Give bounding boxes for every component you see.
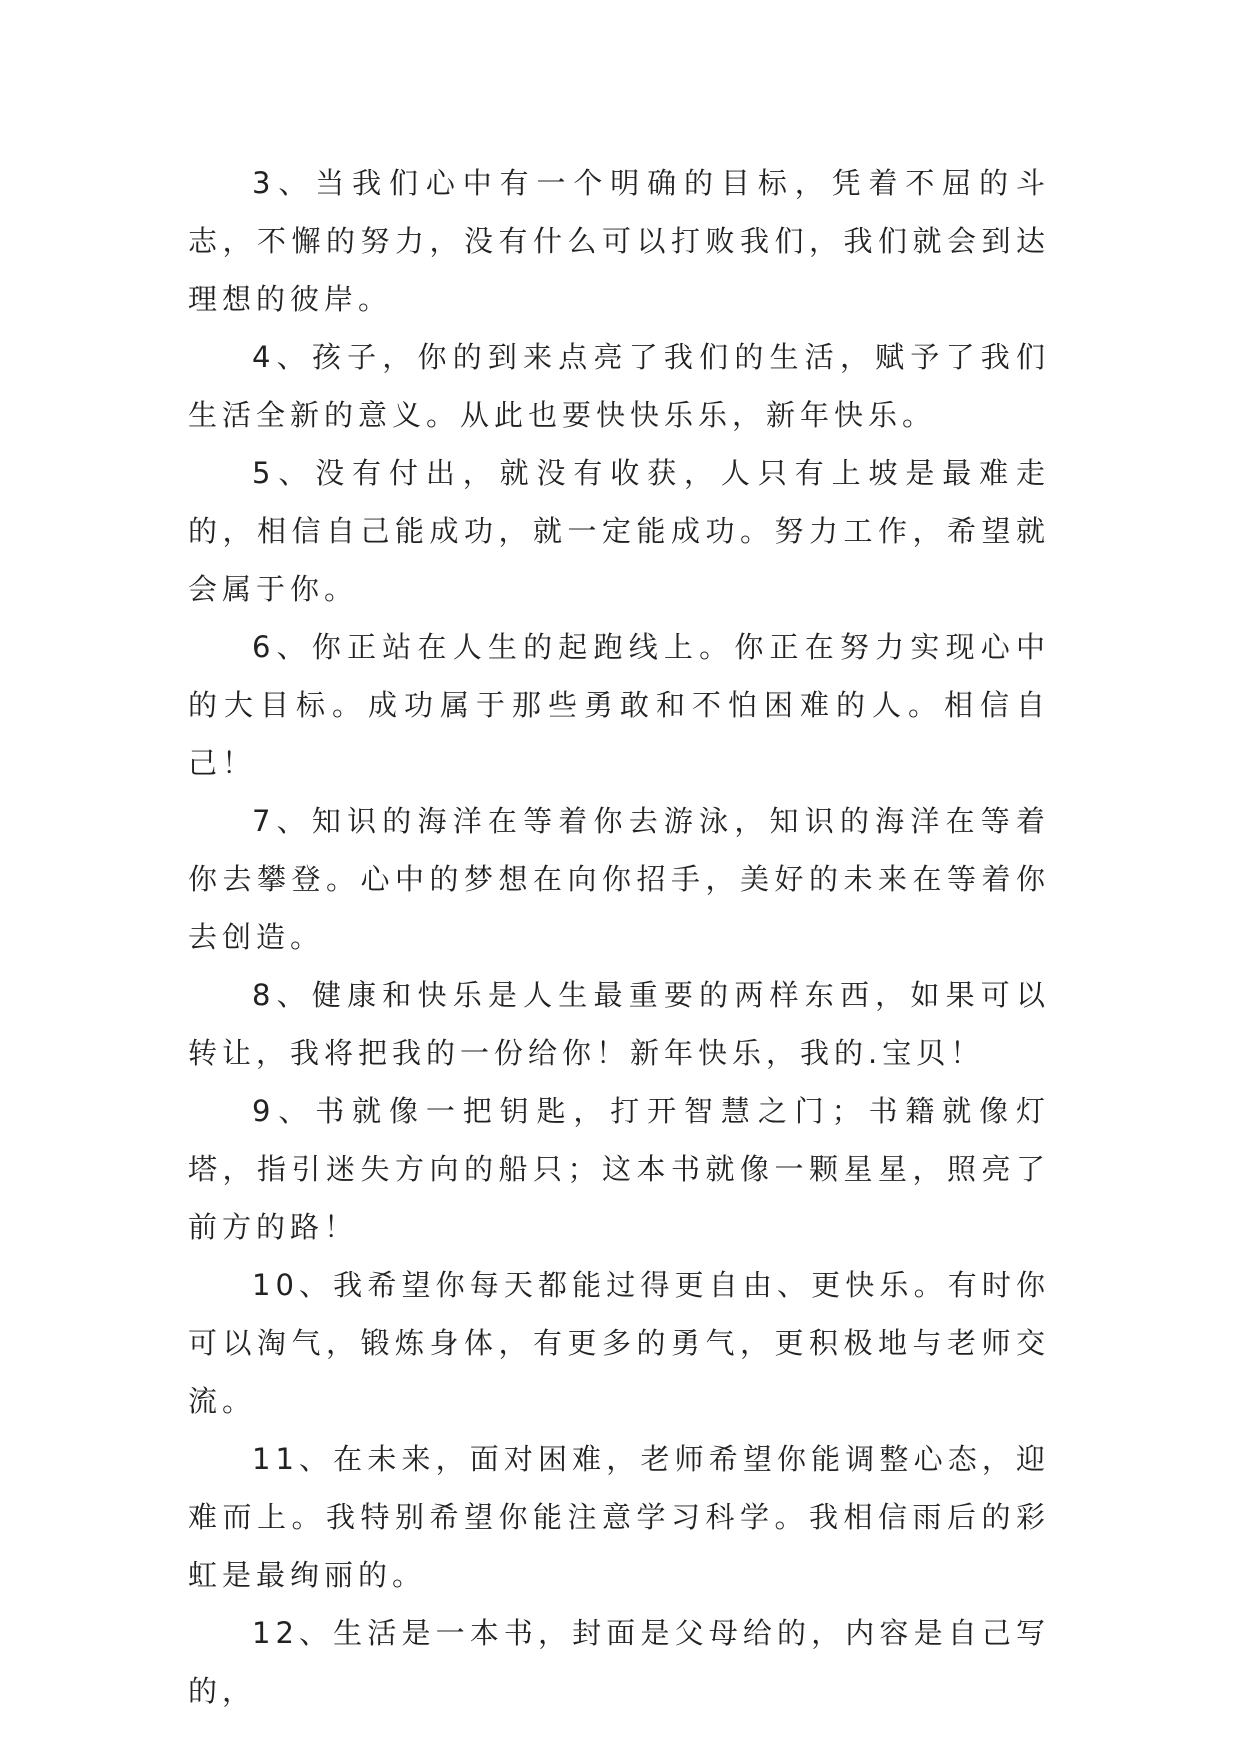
paragraph-10: 10、我希望你每天都能过得更自由、更快乐。有时你可以淘气，锻炼身体，有更多的勇气，更积极地与老师交流。	[188, 1268, 1050, 1418]
paragraph-7: 7、知识的海洋在等着你去游泳，知识的海洋在等着你去攀登。心中的梦想在向你招手，美好的未来在等着你去创造。	[188, 804, 1050, 954]
paragraph-3: 3、当我们心中有一个明确的目标，凭着不屈的斗志，不懈的努力，没有什么可以打败我们，我们就会到达理想的彼岸。	[188, 166, 1050, 316]
paragraph-12: 12、生活是一本书，封面是父母给的，内容是自己写的，	[188, 1616, 1050, 1708]
paragraph-4: 4、孩子，你的到来点亮了我们的生活，赋予了我们生活全新的意义。从此也要快快乐乐，新年快乐。	[188, 340, 1050, 432]
paragraph-9: 9、书就像一把钥匙，打开智慧之门；书籍就像灯塔，指引迷失方向的船只；这本书就像一颗星星，照亮了前方的路！	[188, 1094, 1050, 1244]
paragraph-6: 6、你正站在人生的起跑线上。你正在努力实现心中的大目标。成功属于那些勇敢和不怕困难的人。相信自己！	[188, 630, 1050, 780]
paragraph-8: 8、健康和快乐是人生最重要的两样东西，如果可以转让，我将把我的一份给你！新年快乐，我的.宝贝！	[188, 978, 1050, 1070]
paragraph-11: 11、在未来，面对困难，老师希望你能调整心态，迎难而上。我特别希望你能注意学习科学。我相信雨后的彩虹是最绚丽的。	[188, 1442, 1050, 1592]
document-body	[188, 154, 1050, 1720]
paragraph-5: 5、没有付出，就没有收获，人只有上坡是最难走的，相信自己能成功，就一定能成功。努力工作，希望就会属于你。	[188, 456, 1050, 606]
